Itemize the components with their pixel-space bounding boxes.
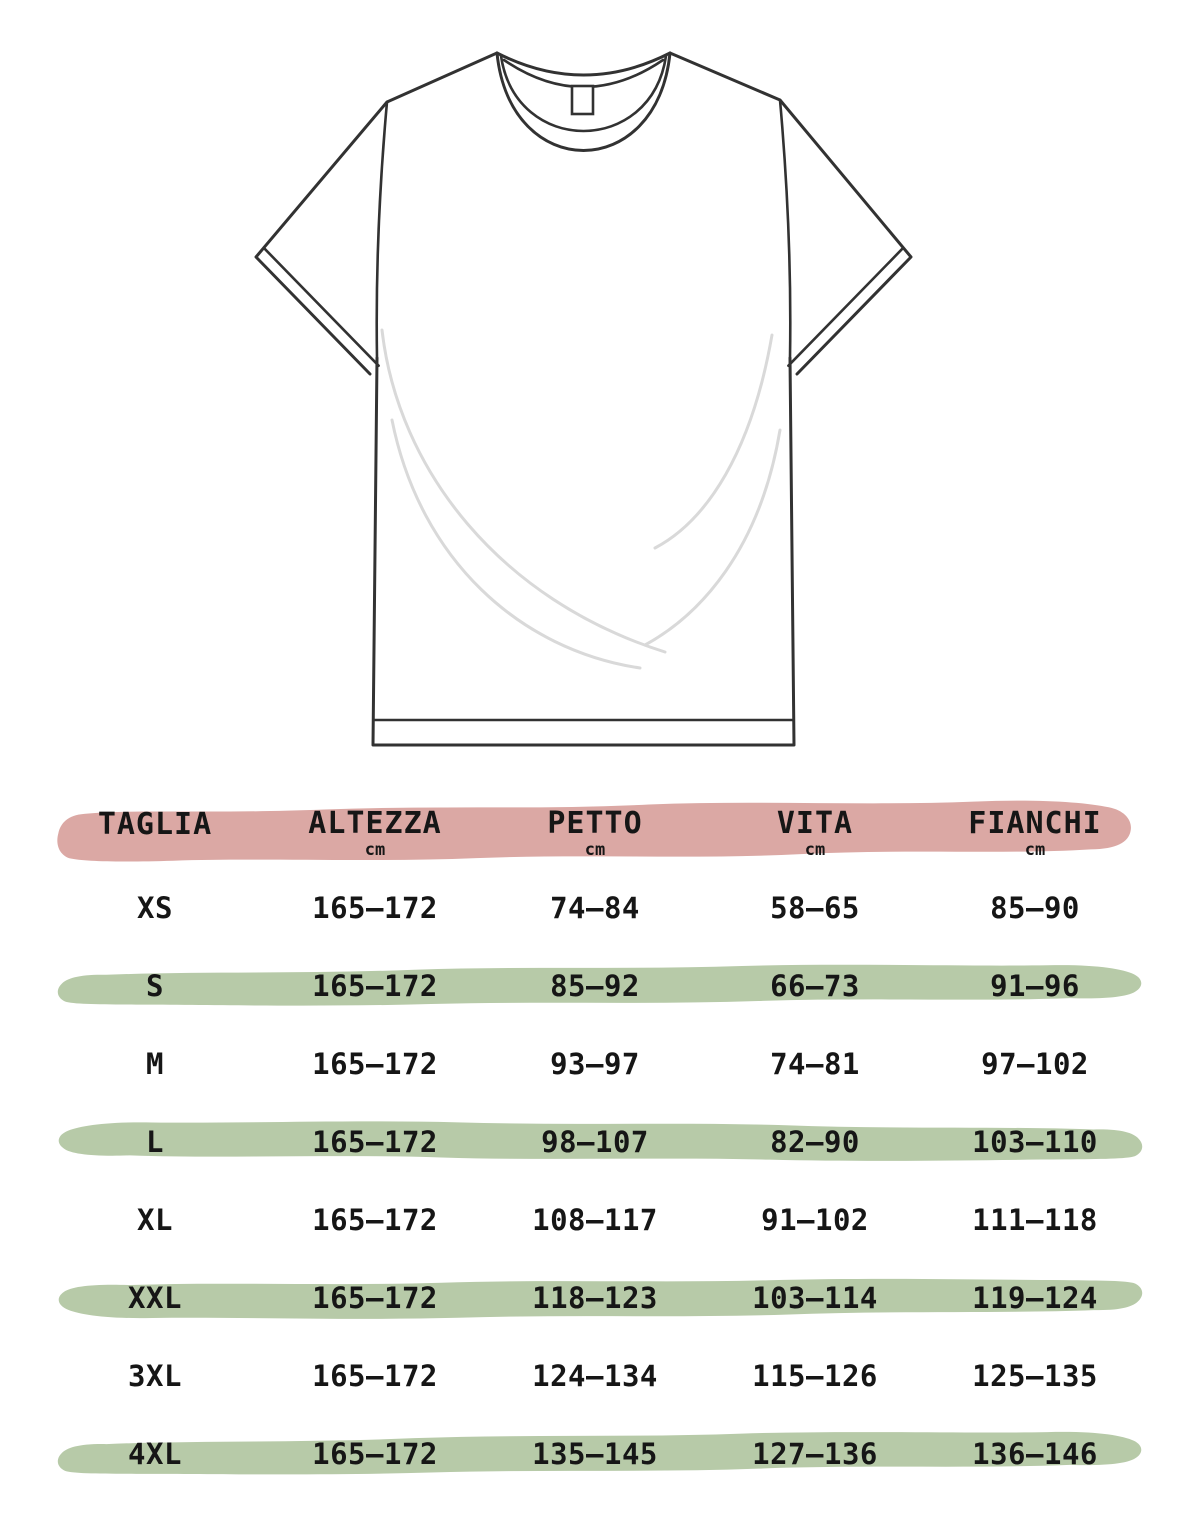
fianchi-cell: 103–110 [972,1125,1098,1159]
column-unit: cm [1024,840,1046,861]
petto-cell: 124–134 [532,1359,658,1393]
table-row [0,1415,1200,1493]
column-unit: cm [364,840,386,861]
vita-cell: 103–114 [752,1281,878,1315]
column-label: FIANCHI [968,805,1102,841]
column-header-petto [485,805,705,861]
fianchi-cell: 111–118 [972,1203,1098,1237]
column-label: VITA [776,805,854,841]
altezza-cell: 165–172 [312,1203,438,1237]
fold-line [645,430,780,645]
size-table [0,793,1200,1493]
column-header-fianchi [925,805,1145,861]
size-cell: S [146,969,164,1003]
altezza-cell: 165–172 [312,1359,438,1393]
left-cuff-seam [265,249,379,366]
fianchi-cell: 136–146 [972,1437,1098,1471]
column-header-altezza [265,805,485,861]
vita-cell: 91–102 [761,1203,869,1237]
fianchi-cell: 119–124 [972,1281,1098,1315]
column-label: ALTEZZA [308,805,442,841]
altezza-cell: 165–172 [312,1125,438,1159]
altezza-cell: 165–172 [312,1281,438,1315]
right-cuff-seam [788,249,902,366]
column-header-taglia [45,806,265,860]
petto-cell: 135–145 [532,1437,658,1471]
fold-line [392,420,640,668]
right-armhole-seam [780,100,790,358]
column-unit: cm [804,840,826,861]
fianchi-cell: 97–102 [981,1047,1089,1081]
size-cell: 4XL [128,1437,182,1471]
table-row [0,1025,1200,1103]
table-row [0,947,1200,1025]
size-cell: M [146,1047,164,1081]
table-row [0,1259,1200,1337]
table-row [0,1181,1200,1259]
table-row [0,1337,1200,1415]
size-table-header [0,793,1200,869]
tshirt-diagram [240,30,960,760]
size-cell: XS [137,891,173,925]
altezza-cell: 165–172 [312,1047,438,1081]
body-outline [373,358,794,745]
petto-cell: 118–123 [532,1281,658,1315]
vita-cell: 74–81 [770,1047,860,1081]
vita-cell: 82–90 [770,1125,860,1159]
altezza-cell: 165–172 [312,891,438,925]
vita-cell: 66–73 [770,969,860,1003]
column-unit: cm [584,840,606,861]
vita-cell: 58–65 [770,891,860,925]
size-table-rows [0,869,1200,1493]
altezza-cell: 165–172 [312,969,438,1003]
size-cell: L [146,1125,164,1159]
column-label: PETTO [547,805,643,841]
table-row [0,1103,1200,1181]
vita-cell: 115–126 [752,1359,878,1393]
left-armhole-seam [377,102,387,358]
fianchi-cell: 125–135 [972,1359,1098,1393]
petto-cell: 98–107 [541,1125,649,1159]
column-label: TAGLIA [97,806,213,842]
petto-cell: 74–84 [550,891,640,925]
neck-label-tag [572,86,593,114]
size-cell: XL [137,1203,173,1237]
petto-cell: 108–117 [532,1203,658,1237]
size-cell: 3XL [128,1359,182,1393]
petto-cell: 85–92 [550,969,640,1003]
fianchi-cell: 91–96 [990,969,1080,1003]
fianchi-cell: 85–90 [990,891,1080,925]
column-header-vita [705,805,925,861]
fold-line [382,330,665,652]
vita-cell: 127–136 [752,1437,878,1471]
table-row [0,869,1200,947]
altezza-cell: 165–172 [312,1437,438,1471]
petto-cell: 93–97 [550,1047,640,1081]
size-cell: XXL [128,1281,182,1315]
